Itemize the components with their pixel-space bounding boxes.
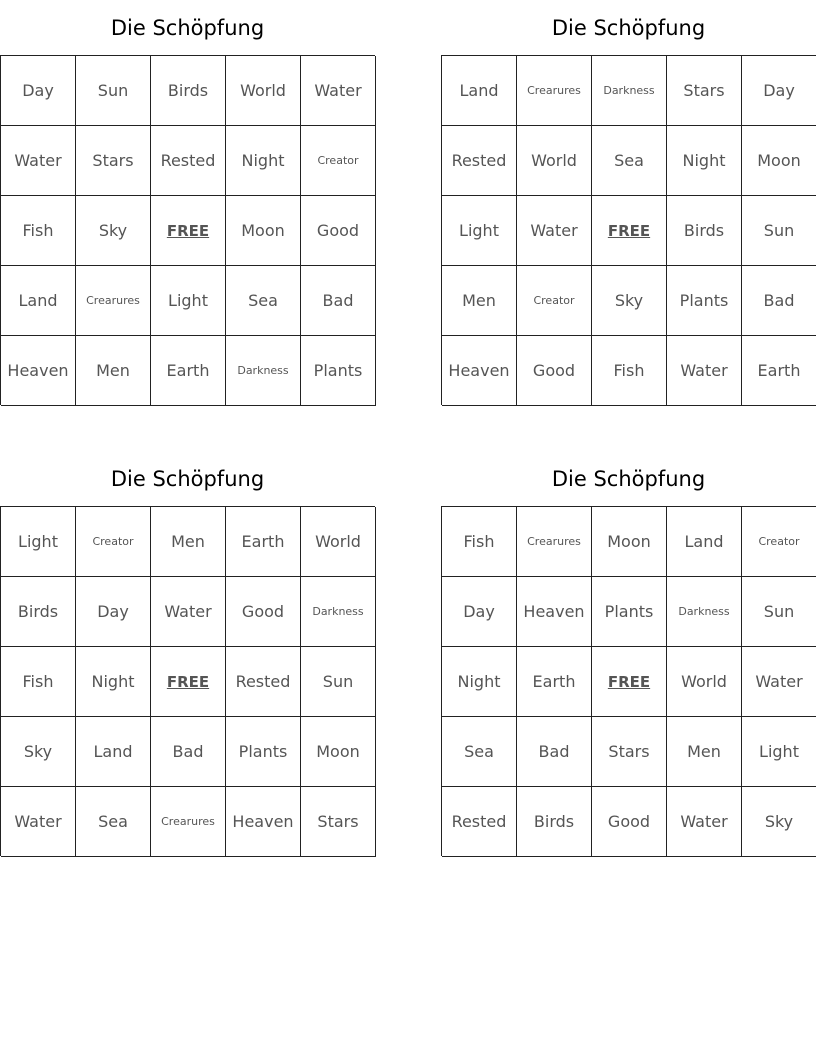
bingo-cell: Moon — [592, 507, 667, 577]
bingo-cell: Good — [517, 336, 592, 406]
bingo-cell: Bad — [742, 266, 816, 336]
bingo-cell: Water — [1, 126, 76, 196]
bingo-cell: Sky — [76, 196, 151, 266]
bingo-cell: Plants — [301, 336, 376, 406]
bingo-cell: Heaven — [1, 336, 76, 406]
bingo-cell: Day — [1, 56, 76, 126]
bingo-cell: Men — [442, 266, 517, 336]
bingo-cell: Creator — [517, 266, 592, 336]
bingo-cell: Day — [442, 577, 517, 647]
bingo-cell: Rested — [442, 787, 517, 857]
bingo-cell: Creator — [76, 507, 151, 577]
bingo-cell: Fish — [442, 507, 517, 577]
bingo-card-3 — [0, 463, 375, 856]
bingo-cell: Heaven — [226, 787, 301, 857]
bingo-cell: Rested — [151, 126, 226, 196]
bingo-cell: Good — [592, 787, 667, 857]
bingo-cell: Land — [1, 266, 76, 336]
bingo-cell: Sun — [742, 196, 816, 266]
bingo-grid — [0, 55, 375, 405]
bingo-cell: Birds — [517, 787, 592, 857]
card-title: Die Schöpfung — [551, 16, 706, 40]
bingo-cell: Night — [667, 126, 742, 196]
bingo-cell: Fish — [1, 647, 76, 717]
bingo-cell: Light — [742, 717, 816, 787]
bingo-cell: Sun — [301, 647, 376, 717]
card-title: Die Schöpfung — [110, 467, 265, 491]
bingo-cell: Stars — [301, 787, 376, 857]
bingo-cell: Water — [742, 647, 816, 717]
bingo-cell: Plants — [667, 266, 742, 336]
bingo-cell: Birds — [1, 577, 76, 647]
bingo-cell: Crearures — [151, 787, 226, 857]
bingo-cell: Land — [667, 507, 742, 577]
bingo-cell: Stars — [592, 717, 667, 787]
bingo-cell: Water — [1, 787, 76, 857]
bingo-card-1 — [0, 12, 375, 405]
bingo-cell: Fish — [592, 336, 667, 406]
bingo-cell: Crearures — [517, 507, 592, 577]
bingo-grid — [441, 55, 816, 405]
bingo-cell: Heaven — [442, 336, 517, 406]
bingo-cell: Creator — [301, 126, 376, 196]
bingo-grid — [0, 506, 375, 856]
bingo-cell: Plants — [592, 577, 667, 647]
free-space-cell: FREE — [151, 196, 226, 266]
bingo-cell: Creator — [742, 507, 816, 577]
bingo-cell: Stars — [76, 126, 151, 196]
bingo-cell: Sky — [592, 266, 667, 336]
card-title: Die Schöpfung — [551, 467, 706, 491]
bingo-cell: Light — [151, 266, 226, 336]
free-space-cell: FREE — [592, 647, 667, 717]
bingo-cell: Water — [667, 336, 742, 406]
bingo-cell: Sun — [742, 577, 816, 647]
bingo-cell: Bad — [517, 717, 592, 787]
bingo-cell: Water — [517, 196, 592, 266]
bingo-cell: Bad — [301, 266, 376, 336]
bingo-cell: Good — [301, 196, 376, 266]
bingo-cell: Moon — [301, 717, 376, 787]
bingo-cell: Darkness — [226, 336, 301, 406]
bingo-cell: Heaven — [517, 577, 592, 647]
bingo-cell: Rested — [226, 647, 301, 717]
bingo-cell: Crearures — [517, 56, 592, 126]
bingo-cell: World — [667, 647, 742, 717]
bingo-cell: Men — [667, 717, 742, 787]
bingo-cell: Earth — [517, 647, 592, 717]
bingo-cell: Moon — [742, 126, 816, 196]
bingo-cell: Fish — [1, 196, 76, 266]
bingo-cell: Earth — [226, 507, 301, 577]
bingo-cell: Crearures — [76, 266, 151, 336]
bingo-cell: Day — [76, 577, 151, 647]
bingo-cell: Sea — [226, 266, 301, 336]
bingo-cell: Light — [442, 196, 517, 266]
bingo-grid — [441, 506, 816, 856]
bingo-cell: Stars — [667, 56, 742, 126]
bingo-cell: Darkness — [592, 56, 667, 126]
bingo-cell: World — [301, 507, 376, 577]
bingo-cell: Earth — [151, 336, 226, 406]
bingo-cell: Rested — [442, 126, 517, 196]
bingo-cell: Sky — [1, 717, 76, 787]
bingo-cell: Moon — [226, 196, 301, 266]
bingo-cell: Sea — [592, 126, 667, 196]
card-title: Die Schöpfung — [110, 16, 265, 40]
bingo-cell: Earth — [742, 336, 816, 406]
bingo-cell: Sea — [76, 787, 151, 857]
bingo-cell: World — [517, 126, 592, 196]
bingo-cell: Darkness — [301, 577, 376, 647]
bingo-cell: Sea — [442, 717, 517, 787]
bingo-card-2 — [441, 12, 816, 405]
bingo-cell: Water — [301, 56, 376, 126]
bingo-cell: Night — [76, 647, 151, 717]
bingo-cell: Bad — [151, 717, 226, 787]
bingo-card-4 — [441, 463, 816, 856]
bingo-cell: Sky — [742, 787, 816, 857]
bingo-cell: World — [226, 56, 301, 126]
bingo-cell: Day — [742, 56, 816, 126]
bingo-cell: Water — [151, 577, 226, 647]
bingo-cell: Darkness — [667, 577, 742, 647]
bingo-cell: Light — [1, 507, 76, 577]
bingo-cell: Birds — [667, 196, 742, 266]
bingo-cell: Plants — [226, 717, 301, 787]
bingo-cell: Night — [226, 126, 301, 196]
bingo-cell: Good — [226, 577, 301, 647]
bingo-cell: Men — [151, 507, 226, 577]
bingo-cell: Sun — [76, 56, 151, 126]
free-space-cell: FREE — [592, 196, 667, 266]
bingo-cell: Land — [76, 717, 151, 787]
bingo-cell: Land — [442, 56, 517, 126]
bingo-cell: Birds — [151, 56, 226, 126]
bingo-cell: Men — [76, 336, 151, 406]
free-space-cell: FREE — [151, 647, 226, 717]
bingo-cell: Night — [442, 647, 517, 717]
bingo-cell: Water — [667, 787, 742, 857]
